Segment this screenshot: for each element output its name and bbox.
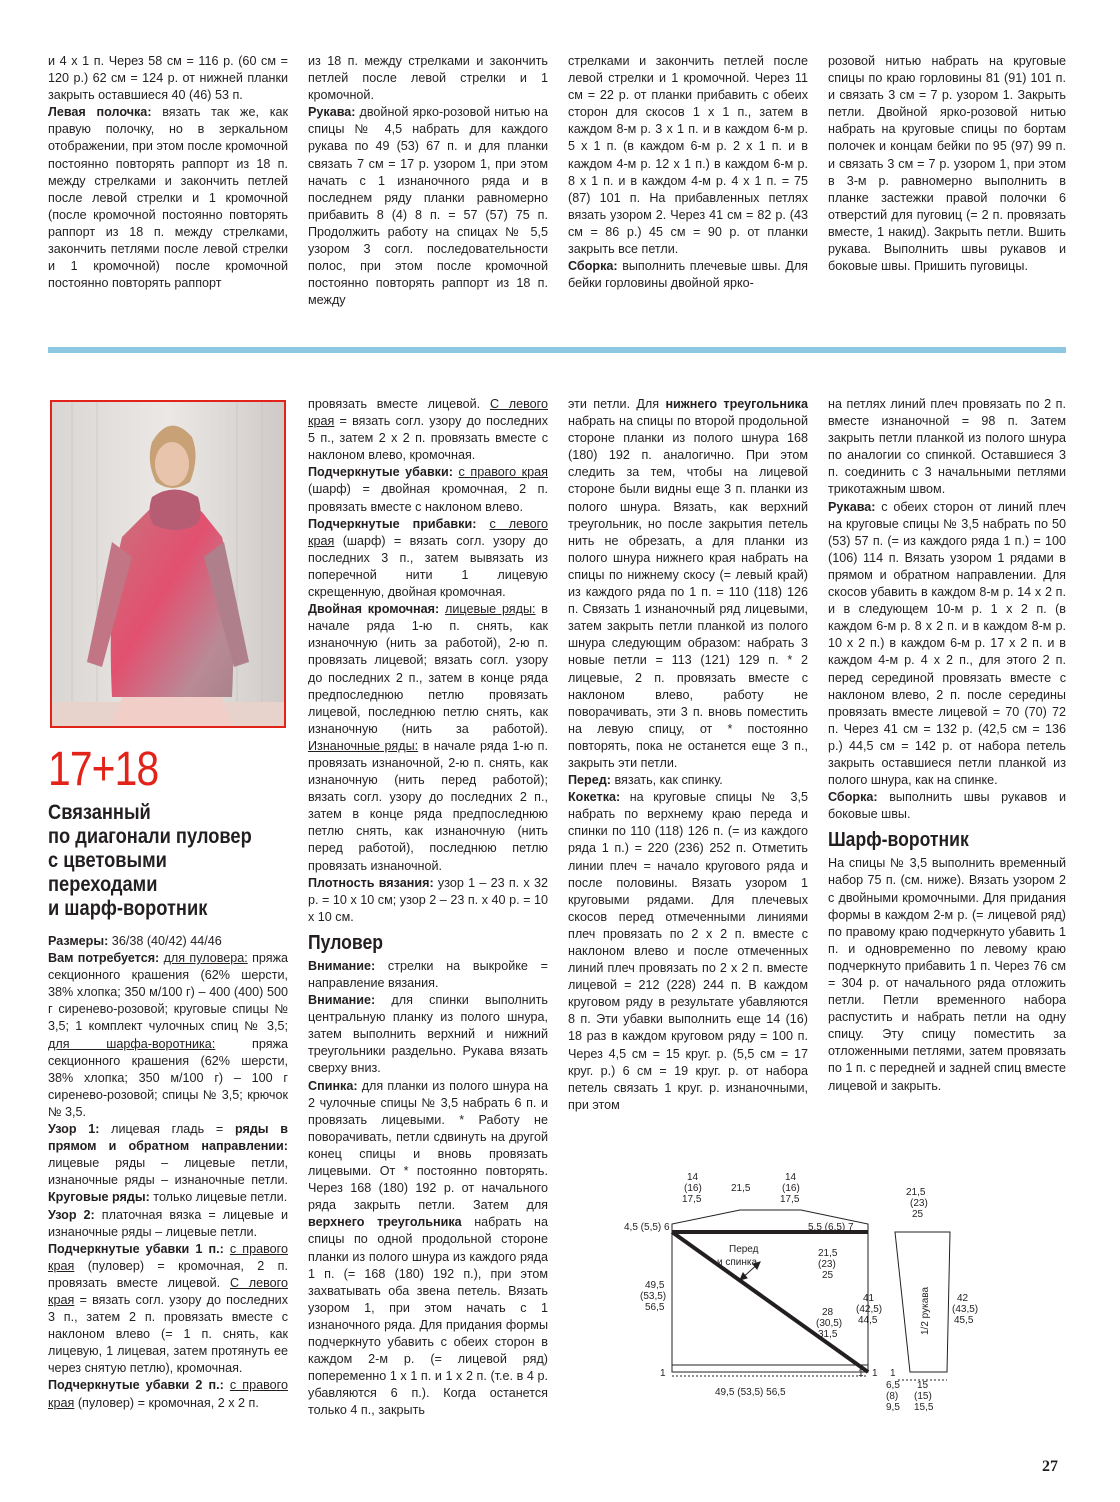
pattern-title-line: и шарф-воротник — [48, 896, 208, 920]
paragraph — [308, 875, 548, 926]
underlined-label: с левого края — [308, 516, 548, 548]
measure-neck: 21,5 — [731, 1183, 751, 1194]
measure-sleeve-right: 45,5 — [954, 1315, 974, 1326]
text-run: розовой нитью набрать на круговые спицы по краю горловины 81 (91) 101 п. и связать 3 см = 7 р. узором 1. Закрыть петли. Двойной ярко-розовой нитью набрать на круговые спицы по бортам полочек и концам бейки по 95 (97) 99 п. и связать 3 см = 7 р. узором 1, при этом в 3-м р. равномерно выполнить в планке застежки правой полочки 6 отверстий для пуговиц (= 2 п. провязать вместе, 1 накид). Закрыть петли. Вшить рукава. Выполнить швы рукавов и боковые швы. Пришить пуговицы. — [828, 54, 1066, 274]
paragraph — [308, 601, 548, 875]
text-run: (шарф) = двойная кромочная, 2 п. провязать вместе с наклоном влево. — [308, 482, 548, 514]
bold-label: Подчеркнутые прибавки: — [308, 516, 477, 531]
column-2 — [308, 396, 548, 1419]
measure-left-top: 4,5 (5,5) 6 — [624, 1222, 670, 1233]
measure-one: 1 — [890, 1368, 896, 1379]
top-column-2 — [308, 53, 548, 309]
column-1 — [48, 933, 288, 1412]
measure-one: 1 — [858, 1368, 864, 1379]
body-label: и спинка — [717, 1257, 758, 1268]
measure-shoulder-left: (16) — [684, 1183, 702, 1194]
paragraph — [828, 855, 1066, 1094]
measure-sleeve-bottom-left: 9,5 — [886, 1402, 900, 1413]
underlined-label: лицевые ряды: — [444, 602, 536, 617]
measure-sleeve-bottom-width: (15) — [914, 1391, 932, 1402]
paragraph — [48, 1121, 288, 1206]
bold-label: Размеры: — [48, 934, 109, 948]
column-3 — [568, 396, 808, 1114]
text-run: для спинки выполнить центральную планку из полого шнура, затем выполнить верхний и нижний треугольники раздельно. Рукава вязать сверху вниз. — [308, 993, 548, 1076]
paragraph — [828, 789, 1066, 823]
paragraph — [568, 789, 808, 1114]
paragraph — [308, 992, 548, 1077]
paragraph — [48, 1377, 288, 1411]
measure-one: 1 — [872, 1368, 878, 1379]
bold-label: Внимание: — [308, 993, 376, 1008]
measure-left-height: 49,5 — [645, 1280, 665, 1291]
bold-label: нижнего треугольника — [665, 397, 808, 411]
diagonal-plank — [672, 1232, 868, 1372]
measure-shoulder-right: 17,5 — [780, 1194, 800, 1205]
measure-sleeve-left: 41 — [863, 1293, 875, 1304]
bold-label: Внимание: — [308, 958, 376, 973]
paragraph — [568, 53, 808, 258]
text-run: = вязать согл. узору до последних 3 п., затем 2 п. провязать вместе с наклоном влево (= 1 п. снять, как лицевую, 1 лицевая, затем протянуть ее через снятую петлю), кромочная. — [48, 1292, 288, 1376]
measure-right-lower: 31,5 — [818, 1329, 838, 1340]
measure-sleeve-bottom-left: (8) — [886, 1391, 899, 1402]
paragraph — [828, 53, 1066, 275]
text-run: провязать вместе лицевой. — [308, 397, 490, 411]
text-run: (шарф) = вязать согл. узору до последних 3 п., затем вывязать из поперечной нити 1 лицевую скрещенную, двойная кромочная. — [308, 533, 548, 600]
pattern-title — [48, 800, 252, 920]
pattern-title-line: Связанный — [48, 800, 151, 824]
body-label: Перед — [729, 1244, 759, 1255]
text-run: и 4 х 1 п. Через 58 см = 116 р. (60 см = 120 р.) 62 см = 124 р. от нижней планки закрыть оставшиеся 40 (46) 53 п. — [48, 54, 288, 103]
underlined-label: с правого края — [458, 465, 548, 480]
text-run: (пуловер) = кромочная, 2 п. провязать вместе лицевой. — [48, 1258, 288, 1290]
bold-label: Подчеркнутые убавки 1 п.: — [48, 1241, 224, 1256]
sleeve-label: 1/2 рукава — [920, 1286, 931, 1335]
bold-label: Рукава: — [308, 105, 356, 120]
measure-right-upper: (23) — [818, 1259, 836, 1270]
underlined-label: С левого края — [48, 1275, 288, 1307]
text-run: выполнить плечевые швы. Для бейки горловины двойной ярко- — [568, 259, 808, 291]
measure-sleeve-bottom-width: 15 — [917, 1380, 929, 1391]
bold-label: Плотность вязания: — [308, 875, 434, 890]
text-run: из 18 п. между стрелками и закончить петлей после левой стрелки и 1 кромочной. — [308, 54, 548, 103]
bold-label: Перед: — [568, 773, 611, 788]
underlined-label: для пуловера: — [163, 951, 248, 966]
pattern-title-line: по диагонали пуловер — [48, 824, 252, 848]
measure-sleeve-right: 42 — [957, 1293, 969, 1304]
pattern-number: 17+18 — [48, 743, 159, 796]
text-run: стрелки на выкройке = направление вязания. — [308, 958, 548, 990]
underlined-label: С левого края — [308, 397, 548, 429]
text-run: двойной ярко-розовой нитью на спицы № 4,5 набрать для каждого рукава по 49 (53) 67 п. и для планки связать 7 см = 17 р. узором 1, при этом начать с 1 изнаночного ряда и в последнем ряду планки равномерно прибавить 8 (4) 8 п. = 57 (57) 75 п. Продолжить работу на спицах № 5,5 узором 3 согл. последовательности полос, при этом после кромочной постоянно повторять раппорт из 18 п. между — [308, 105, 548, 308]
top-column-4 — [828, 53, 1066, 275]
text-run: На спицы № 3,5 выполнить временный набор 75 п. (см. ниже). Вязать узором 2 с двойными кромочными. Для придания формы в каждом 2-м р. (= лицевой ряд) по правому краю подчеркнуто убавить 1 п. и одновременно по левому краю подчеркнуто прибавить 1 п. Через 76 см = 304 р. от начального ряда отложить петли. Петли временного набора распустить и набрать петли на одну спицу. Эту спицу поместить за отложенными петлями, затем провязать по 1 п. с передней и задней спиц вместе лицевой и закрыть. — [828, 856, 1066, 1093]
text-run: пряжа секционного крашения (62% шерсти, 38% хлопка; 350 м/100 г) – 400 (400) 500 г сиренево-розовой; круговые спицы № 3,5; 1 комплект чулочных спиц № 3,5; — [48, 951, 289, 1034]
bold-label: Круговые ряды: — [48, 1190, 150, 1205]
pattern-title-line: переходами — [48, 872, 158, 896]
text-run — [476, 517, 489, 531]
bold-label: Двойная кромочная: — [308, 602, 440, 617]
bold-label: верхнего треугольника — [308, 1215, 462, 1230]
text-run: вязать, как спинку. — [610, 773, 723, 788]
text-run: эти петли. Для — [568, 397, 666, 411]
text-run: на петлях линий плеч провязать по 2 п. вместе изнаночной = 98 п. Затем закрыть петли планкой из полого шнура по аналогии со спинкой. Оставшиеся 3 п. соединить с 3 начальными петлями трикотажным швом. — [828, 397, 1066, 497]
bold-label: Кокетка: — [568, 790, 621, 805]
measure-sleeve-left: 44,5 — [858, 1315, 878, 1326]
text-run: лицевые ряды – лицевые петли, изнаночные ряды – изнаночные петли. — [48, 1156, 288, 1188]
section-heading: Пуловер — [308, 931, 384, 954]
paragraph — [568, 258, 808, 292]
paragraph — [48, 1207, 288, 1241]
text-run: = вязать согл. узору до последних 5 п., затем 2 х 2 п. провязать вместе с наклоном влево, кромочная. — [308, 414, 548, 463]
measure-sleeve-bottom-width: 15,5 — [914, 1402, 934, 1413]
text-run: (пуловер) = кромочная, 2 х 2 п. — [74, 1395, 259, 1410]
measure-right-upper: 25 — [822, 1270, 834, 1281]
paragraph — [828, 396, 1066, 499]
bold-label: Рукава: — [828, 499, 876, 514]
text-run: в начале ряда 1-ю п. провязать изнаночной, 2-ю п. снять, как изнаночную (нить перед работой); вязать согл. узору до последних 2 п., затем в конце ряда предпоследнюю петлю снять, как изнаночную (нить перед работой), последнюю петлю провязать изнаночной. — [308, 738, 548, 873]
section-heading: Шарф-воротник — [828, 829, 969, 852]
paragraph — [308, 464, 548, 515]
paragraph — [308, 1078, 548, 1420]
paragraph — [568, 396, 808, 772]
underlined-label: для шарфа-воротника: — [48, 1036, 216, 1051]
measure-left-height: 56,5 — [645, 1302, 665, 1313]
text-run: узор 1 – 23 п. х 32 р. = 10 х 10 см; узор 2 – 23 п. х 40 р. = 10 х 10 см. — [308, 875, 548, 924]
text-run: лицевая гладь = — [99, 1122, 235, 1137]
bold-label: Вам потребуется: — [48, 951, 160, 966]
page-number: 27 — [1042, 1458, 1058, 1475]
measure-shoulder-right: (16) — [782, 1183, 800, 1194]
text-run: с обеих сторон от линий плеч на круговые спицы № 3,5 набрать по 50 (53) 57 п. (= из каждого ряда 1 п.) = 100 (106) 114 п. Вязать узором 1 рядами в прямом и обратном направлении. Для скосов убавить в каждом 8-м р. 14 х 2 п. и в следующем 10-м р. 1 х 2 п. (в каждом 6-м р. 8 х 2 п. и в каждом 8-м р. 10 х 2 п.) в каждом 6-м р. 17 х 2 п. и в каждом 4-м р. 4 х 2 п., для этого 2 п. перед серединой провязать вместе с наклоном влево, 2 п. после середины провязать вместе лицевой = 70 (70) 72 п. Через 41 см = 132 р. (42,5 см = 136 р.) 44,5 см = 142 р. от набора петель закрыть оставшиеся петли планкой из полого шнура, как на спинке. — [828, 499, 1066, 788]
pattern-title-line: с цветовыми — [48, 848, 167, 872]
text-run: на круговые спицы № 3,5 набрать по верхнему краю переда и спинки по 110 (118) 126 п. (= из каждого ряда 1 п.) = 220 (236) 252 п. Отметить линии плеч = начало кругового ряда и после половины. Вязать узором 1 круговыми рядами. Для плечевых скосов перед отмеченными линиями плеч провязать по 2 х 2 п. вместе с наклоном влево и после отмеченных линий плеч провязать по 2 х 2 п. вместе лицевой = 212 (228) 244 п. В каждом круговом ряду в результате убавляются 8 п. Эти убавки выполнить еще 14 (16) 18 раз в каждом круговом ряду = 100 п. Через 4,5 см = 15 круг. р. (5,5 см = 17 круг. р.) 6 см = 19 круг. р. от набора петель связать 1 круг. р. изнаночными, при этом — [568, 790, 808, 1112]
measure-sleeve-right: (43,5) — [952, 1304, 979, 1315]
paragraph — [48, 53, 288, 104]
text-run: платочная вязка = лицевые и изнаночные ряды – лицевые петли. — [48, 1207, 288, 1239]
paragraph — [828, 499, 1066, 790]
measure-sleeve-top: 25 — [912, 1209, 924, 1220]
bold-label: Сборка: — [828, 790, 878, 805]
bold-label: Узор 1: — [48, 1122, 100, 1137]
paragraph — [48, 950, 288, 1121]
paragraph — [308, 396, 548, 464]
bold-label: Сборка: — [568, 259, 618, 274]
text-run: для планки из полого шнура на 2 чулочные спицы № 3,5 набрать 6 п. и провязать лицевыми. * Работу не поворачивать, петли сдвинуть на другой конец спицы и вновь провязать лицевыми. От * постоянно повторять. Через 168 (180) 192 р. от начального ряда закрыть петли. Затем для — [308, 1078, 548, 1213]
paragraph — [48, 1241, 288, 1378]
bold-label: Подчеркнутые убавки: — [308, 465, 453, 480]
top-column-3 — [568, 53, 808, 292]
paragraph — [48, 933, 288, 950]
measure-shoulder-left: 17,5 — [682, 1194, 702, 1205]
measure-bottom-width: 49,5 (53,5) 56,5 — [715, 1387, 786, 1398]
bold-label: Левая полочка: — [48, 105, 152, 120]
bold-label: Узор 2: — [48, 1207, 95, 1222]
measure-sleeve-top: 21,5 — [906, 1187, 926, 1198]
text-run: выполнить швы рукавов и боковые швы. — [828, 790, 1066, 822]
text-run: набрать на спицы по одной продольной стороне планки из полого шнура из каждого ряда 1 п. (= 168 (180) 192 п.), при этом захватывать оба звена петель. Вязать узором 1, при этом начать с 1 изнаночного ряда. Для придания формы подчеркнуто убавить с обеих сторон в каждом 2-м р. (= лицевой ряд) попеременно 1 х 1 п. и 1 х 2 п. (т.е. в 4 р. убавляются 6 п.). Когда останется только 4 п., закрыть — [308, 1215, 548, 1418]
measure-shoulder-right: 14 — [785, 1172, 797, 1183]
measure-left-height: (53,5) — [640, 1291, 667, 1302]
measure-sleeve-bottom-left: 6,5 — [886, 1380, 900, 1391]
bold-label: Спинка: — [308, 1078, 358, 1093]
paragraph — [308, 104, 548, 309]
measure-one: 1 — [660, 1368, 666, 1379]
bold-label: ряды в прямом и обратном направлении: — [48, 1122, 288, 1154]
measure-sleeve-left: (42,5) — [856, 1304, 883, 1315]
text-run: 36/38 (40/42) 44/46 — [108, 934, 222, 948]
underlined-label: Изнаночные ряды: — [308, 738, 419, 753]
measure-right-lower: (30,5) — [816, 1318, 843, 1329]
paragraph — [568, 772, 808, 789]
bold-label: Подчеркнутые убавки 2 п.: — [48, 1378, 224, 1393]
text-run: в начале ряда 1-ю п. снять, как изнаночную (нить за работой), 2-ю п. провязать лицевой; вязать согл. узору до последних 2 п., затем в конце ряда предпоследнюю петлю провязать лицевой, последнюю петлю снять, как изнаночную (нить за работой). — [308, 602, 548, 736]
text-run: пряжа секционного крашения (62% шерсти, 38% хлопка; 350 м/100 г) – 100 г сиренево-розовой; спицы № 3,5; крючок № 3,5. — [48, 1036, 288, 1119]
measure-shoulder-left: 14 — [687, 1172, 699, 1183]
measure-right-top: 5,5 (6,5) 7 — [808, 1222, 854, 1233]
text-run: набрать на спицы по второй продольной стороне планки из полого шнура 168 (180) 192 п. аналогично. При этом следить за тем, чтобы на лицевой стороне были видны еще 3 п. планки из полого шнура. Вязать, как верхний треугольник, но после закрытия петель нить не обрезать, а для планки из полого шнура нижнего края набрать на спицы по нижнему скосу (= левый край) из каждого ряда по 1 п. = 110 (118) 126 п. Связать 1 изнаночный ряд лицевыми, затем закрыть петли планкой из полого шнура следующим образом: набрать 3 новые петли = 113 (121) 129 п. * 2 лицевые, 2 п. провязать вместе с наклоном влево, работу не поворачивать, эти 3 п. вновь поместить на левую спицу, от * постоянно повторять, пока не останется еще 3 п., закрыть эти петли. — [568, 414, 808, 770]
top-column-1 — [48, 53, 288, 292]
model-photo-illustration — [52, 402, 284, 726]
model-photo — [50, 400, 286, 728]
section-divider — [48, 347, 1066, 353]
paragraph — [308, 516, 548, 601]
paragraph — [308, 958, 548, 992]
text-run: вязать так же, как правую полочку, но в зеркальном отображении, при этом после кромочной постоянно повторять раппорт из 18 п. между стрелками и закончить петлей после левой стрелки и 1 кромочной (после кромочной постоянно повторять раппорт из 18 п. между стрелками, закончить петлями после левой стрелки и 1 кромочной) после кромочной постоянно повторять раппорт — [48, 105, 288, 291]
paragraph — [308, 53, 548, 104]
text-run: только лицевые петли. — [149, 1190, 288, 1205]
paragraph — [48, 104, 288, 292]
underlined-label: с правого края — [48, 1378, 288, 1410]
pattern-schematic — [620, 1170, 980, 1420]
measure-sleeve-top: (23) — [910, 1198, 928, 1209]
measure-right-upper: 21,5 — [818, 1248, 838, 1259]
measure-right-lower: 28 — [822, 1307, 834, 1318]
underlined-label: с правого края — [48, 1241, 288, 1273]
text-run: стрелками и закончить петлей после левой стрелки и 1 кромочной. Через 11 см = 22 р. от планки прибавить с обеих сторон для скосов 1 х 1 п., затем в каждом 8-м р. 3 х 1 п. и в каждом 6-м р. 5 х 1 п. (в каждом 6-м р. 2 х 1 п. и в каждом 4-м р. 12 х 1 п.) в каждом 6-м р. 8 х 1 п. и в каждом 4-м р. 4 х 1 п. = 75 (87) 101 п. На прибавленных петлях вязать узором 2. Через 41 см = 82 р. (43 см = 86 р.) 45 см = 90 р. от планки закрыть все петли. — [568, 54, 808, 257]
column-4 — [828, 396, 1066, 1095]
